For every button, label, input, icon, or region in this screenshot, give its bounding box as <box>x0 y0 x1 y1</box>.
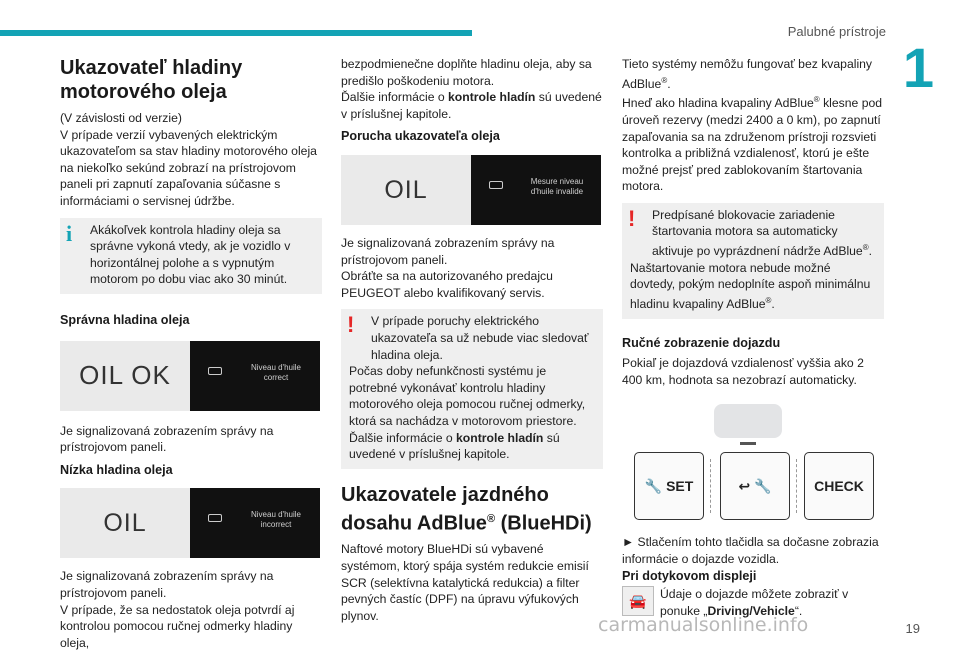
warning-text-1: V prípade poruchy elektrického ukazovateľa sa už nebude viac sledovať hladina oleja. <box>371 314 589 362</box>
display-screen-icon <box>714 404 782 438</box>
adblue-warning-text: Predpísané blokovacie zariadenie štartovania motora sa automaticky aktivuje po vyprázdnení nádrže AdBlue®. <box>652 207 873 259</box>
info-note <box>60 218 322 294</box>
button-cluster-illustration <box>622 404 884 534</box>
correct-level-text: Je signalizovaná zobrazením správy na prístrojovom paneli. <box>60 423 274 455</box>
version-note: (V závislosti od verzie) <box>60 111 182 125</box>
return-button[interactable] <box>720 452 790 520</box>
fault-heading: Porucha ukazovateľa oleja <box>341 129 500 144</box>
oil-can-icon <box>489 181 503 189</box>
check-button[interactable]: CHECK <box>804 452 874 520</box>
oil-intro-text: V prípade verzií vybavených elektrickým ukazovateľom sa stav hladiny motorového oleja na niekoľko sekúnd zobrazí na prístrojovom paneli pri zapnutí zapaľovania súčasne s informáciami o servisnej údržbe. <box>60 127 317 208</box>
low-level-text: Je signalizovaná zobrazením správy na prístrojovom paneli. V prípade, že sa nedostatok oleja potvrdí aj kontrolou pomocou ručnej odmerky hladiny oleja, <box>60 569 295 650</box>
info-note-text: Akákoľvek kontrola hladiny oleja sa správne vykoná vtedy, ak je vozidlo v horizontálnej polohe a s vypnutým motorom po dobu viac ako 30 minút. <box>90 222 291 287</box>
oil-low-message: Niveau d'huile incorrect <box>250 510 301 530</box>
oil-ok-display: OIL OK <box>79 360 171 391</box>
adblue-title: Ukazovatele jazdného dosahu AdBlue® (BlueHDi) <box>341 483 592 535</box>
page-number: 19 <box>905 621 920 636</box>
oil-continue-text: bezpodmienečne doplňte hladinu oleja, aby sa predišlo poškodeniu motora. <box>341 57 592 88</box>
wrench-icon: 🔧 <box>644 478 663 495</box>
oil-ok-message: Niveau d'huile correct <box>250 362 301 382</box>
manual-display-heading: Ručné zobrazenie dojazdu <box>622 335 781 350</box>
adblue-need-text: Tieto systémy nemôžu fungovať bez kvapaliny AdBlue®. <box>622 57 873 91</box>
warning-icon: ! <box>347 312 355 338</box>
touchscreen-text: Údaje o dojazde môžete zobraziť v ponuke „Driving/Vehicle“. <box>660 587 849 618</box>
adblue-intro-text: Naftové motory BlueHDi sú vybavené systémom, ktorý spája systém redukcie emisií SCR (selektívna katalytická redukcia) a filter pevných častíc (DPF) na úpravu výfukových plynov. <box>341 542 589 623</box>
warning-note <box>341 309 603 468</box>
oil-fault-message: Mesure niveau d'huile invalide <box>530 176 584 196</box>
press-button-text: ► Stlačením tohto tlačidla sa dočasne zobrazia informácie o dojazde vozidla. <box>622 535 879 566</box>
oil-ok-image <box>60 341 322 411</box>
oil-fault-display: OIL <box>384 175 428 204</box>
car-icon: 🚘 <box>622 586 654 616</box>
oil-can-icon <box>208 514 222 522</box>
touchscreen-heading: Pri dotykovom displeji <box>622 568 757 583</box>
column-2 <box>341 56 603 624</box>
adblue-warning-note <box>622 203 884 319</box>
column-1 <box>60 56 322 651</box>
oil-can-icon <box>208 367 222 375</box>
oil-level-title: Ukazovateľ hladiny motorového oleja <box>60 57 243 103</box>
header-accent-bar <box>0 30 472 36</box>
chapter-number: 1 <box>902 36 934 99</box>
manual-display-text: Pokiaľ je dojazdová vzdialenosť vyššia ako 2 400 km, hodnota sa nezobrazí automaticky. <box>622 356 864 387</box>
column-3 <box>622 56 884 619</box>
warning-text-3: Ďalšie informácie o kontrole hladín sú uvedené v príslušnej kapitole. <box>349 430 560 462</box>
set-button[interactable]: 🔧 SET <box>634 452 704 520</box>
oil-fault-image <box>341 155 603 225</box>
more-info-text: Ďalšie informácie o kontrole hladín sú uvedené v príslušnej kapitole. <box>341 90 602 121</box>
warning-icon: ! <box>628 205 636 231</box>
correct-level-heading: Správna hladina oleja <box>60 312 190 327</box>
adblue-reserve-text: Hneď ako hladina kvapaliny AdBlue® klesne pod úroveň rezervy (medzi 2400 a 0 km), po zapnutí zapaľovania sa na združenom prístroji rozsvieti kontrolka a približná vzdialenosť, ktorú je ešte možné prejsť pred zablokovaním štartovania motora. <box>622 95 883 194</box>
watermark: carmanualsonline.info <box>598 614 809 636</box>
section-title: Palubné prístroje <box>787 24 886 39</box>
oil-low-image <box>60 488 322 558</box>
oil-low-display: OIL <box>103 509 147 538</box>
info-icon: i <box>66 220 73 246</box>
fault-text: Je signalizovaná zobrazením správy na prístrojovom paneli. Obráťte sa na autorizovaného predajcu PEUGEOT alebo kvalifikovaný servis. <box>341 235 555 300</box>
low-level-heading: Nízka hladina oleja <box>60 462 173 477</box>
return-icon: ↩ 🔧 <box>738 478 772 495</box>
adblue-warning-text-2: Naštartovanie motora nebude možné dovtedy, pokým nedoplníte aspoň minimálnu hladinu kvapaliny AdBlue®. <box>630 260 871 311</box>
warning-text-2: Počas doby nefunkčnosti systému je potrebné vykonávať kontrolu hladiny motorového oleja pomocou ručnej odmerky, ktorá sa nachádza v motorovom priestore. <box>349 364 586 428</box>
